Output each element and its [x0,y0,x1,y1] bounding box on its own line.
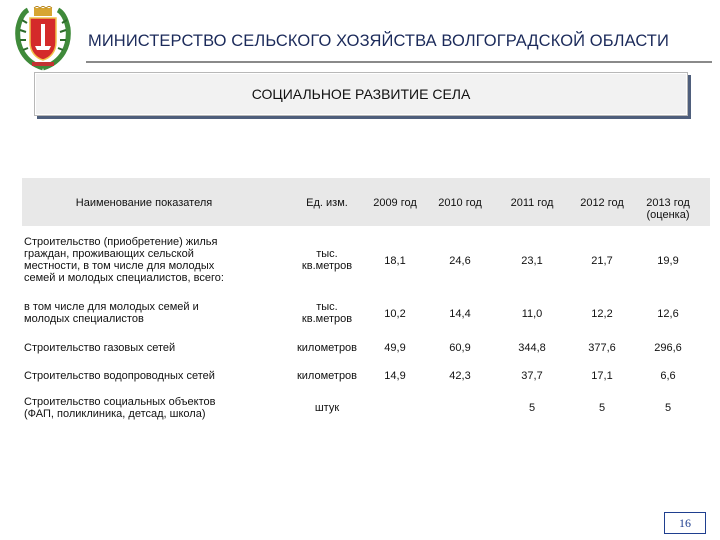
row-2-2012: 12,2 [591,308,613,320]
header-2011: 2011 год [510,197,554,209]
row-3-unit-line-1: километров [296,342,358,354]
ministry-title: МИНИСТЕРСТВО СЕЛЬСКОГО ХОЗЯЙСТВА ВОЛГОГРАДСКОЙ ОБЛАСТИ [88,32,669,50]
row-1-name-line-4: семей и молодых специалистов, всего: [24,272,224,284]
table-row-2-name [24,301,264,325]
header-unit: Ед. изм. [306,197,348,209]
row-1-2013: 19,9 [657,255,679,267]
row-1-2012: 21,7 [591,255,613,267]
row-5-2012: 5 [598,402,606,414]
row-4-unit-line-1: километров [296,370,358,382]
row-3-2010: 60,9 [449,342,471,354]
table-row-3-name [24,342,264,354]
row-2-unit-line-1: тыс. [316,301,338,313]
row-5-name-line-1: Строительство социальных объектов [24,396,216,408]
row-4-name-line-1: Строительство водопроводных сетей [24,370,215,382]
table-row-4-unit [292,370,362,382]
row-1-unit-line-1: тыс. [316,248,338,260]
row-4-2010: 42,3 [449,370,471,382]
header-2012: 2012 год [580,197,624,209]
row-2-unit-line-2: кв.метров [301,313,353,325]
row-5-unit-line-1: штук [314,402,340,414]
header-2013-note: (оценка) [646,209,690,221]
table-row-1-unit [292,248,362,272]
row-4-2011: 37,7 [521,370,543,382]
row-5-name-line-2: (ФАП, поликлиника, детсад, школа) [24,408,206,420]
row-2-2009: 10,2 [384,308,406,320]
row-2-name-line-2: молодых специалистов [24,313,144,325]
section-title-box [34,72,688,116]
section-title: СОЦИАЛЬНОЕ РАЗВИТИЕ СЕЛА [251,86,471,102]
page-number-label: 16 [679,515,691,530]
row-2-2010: 14,4 [449,308,471,320]
row-1-2011: 23,1 [521,255,543,267]
header-name: Наименование показателя [75,197,213,209]
row-3-2012: 377,6 [588,342,616,354]
row-5-2011: 5 [528,402,536,414]
coat-of-arms-icon [14,6,72,72]
row-2-2011: 11,0 [521,308,543,320]
row-4-2009: 14,9 [384,370,406,382]
row-3-2009: 49,9 [384,342,406,354]
table-row-5-unit [292,402,362,414]
row-2-2013: 12,6 [657,308,679,320]
row-1-name-line-2: граждан, проживающих сельской [24,248,194,260]
table-row-4-name [24,370,264,382]
row-3-2011: 344,8 [518,342,546,354]
header-2013 [636,197,700,221]
row-4-2012: 17,1 [591,370,613,382]
row-2-name-line-1: в том числе для молодых семей и [24,301,199,313]
header-2013-year: 2013 год [646,197,690,209]
table-row-3-unit [292,342,362,354]
table-row-2-unit [292,301,362,325]
header-divider [86,61,712,63]
row-4-2013: 6,6 [660,370,676,382]
header-2010: 2010 год [438,197,482,209]
page-number [664,512,706,534]
row-1-2009: 18,1 [384,255,406,267]
row-1-name-line-3: местности, в том числе для молодых [24,260,215,272]
row-5-2013: 5 [664,402,672,414]
row-1-unit-line-2: кв.метров [301,260,353,272]
header-2009: 2009 год [373,197,417,209]
table-row-5-name [24,396,264,420]
row-3-name-line-1: Строительство газовых сетей [24,342,176,354]
table-row-1-name [24,236,264,284]
row-3-2013: 296,6 [654,342,682,354]
row-1-name-line-1: Строительство (приобретение) жилья [24,236,218,248]
row-1-2010: 24,6 [449,255,471,267]
